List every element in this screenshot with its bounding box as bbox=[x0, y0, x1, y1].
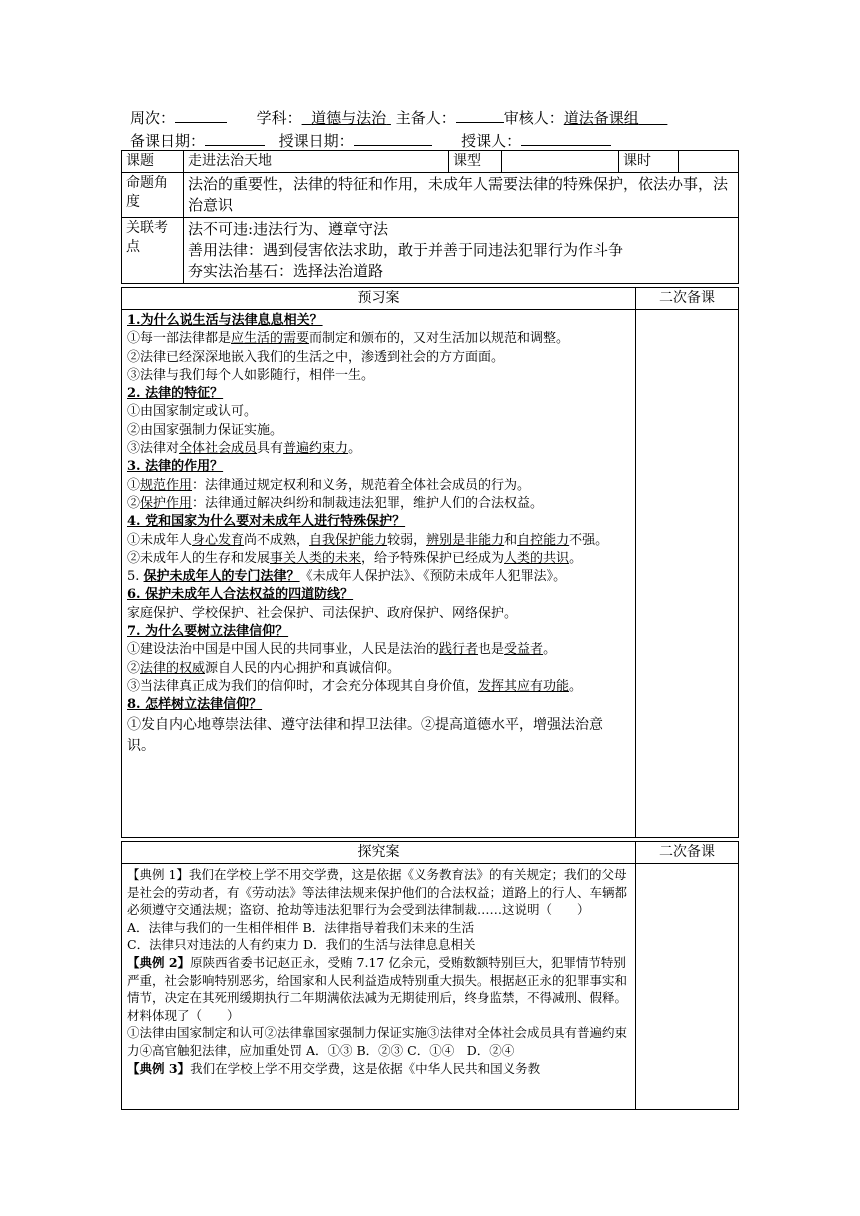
answer: ②未成年人的生存和发展事关人类的未来，给予特殊保护已经成为人类的共识。 bbox=[127, 550, 583, 566]
topic-label: 课题 bbox=[122, 151, 184, 173]
answer: ①发自内心地尊崇法律、遵守法律和捍卫法律。②提高道德水平，增强法治意识。 bbox=[127, 716, 603, 754]
question-4: 4. 党和国家为什么要对未成年人进行特殊保护？ bbox=[127, 514, 406, 530]
teach-date-blank bbox=[354, 131, 432, 146]
topic-value: 走进法治天地 bbox=[184, 151, 449, 173]
header-line-1 bbox=[130, 107, 667, 128]
explore-side-title: 二次备课 bbox=[636, 842, 739, 864]
answer: ③法律对全体社会成员具有普遍约束力。 bbox=[127, 441, 362, 457]
question-8: 8. 怎样树立法律信仰？ bbox=[127, 697, 263, 713]
points-cell bbox=[184, 218, 739, 284]
answer: ①由国家制定或认可。 bbox=[127, 404, 258, 420]
point-item: 夯实法治基石：选择法治道路 bbox=[188, 262, 384, 280]
prep-date-blank bbox=[205, 131, 265, 146]
answer: ①未成年人身心发育尚不成熟，自我保护能力较弱，辨别是非能力和自控能力不强。 bbox=[127, 532, 609, 548]
angle-text: 法治的重要性，法律的特征和作用，未成年人需要法律的特殊保护，依法办事，法治意识 bbox=[184, 173, 739, 218]
explore-side-notes bbox=[636, 864, 739, 1110]
prep-date-label: 备课日期： bbox=[130, 132, 206, 150]
answer: ②法律的权威源自人民的内心拥护和真诚信仰。 bbox=[127, 660, 401, 676]
answer: ①建设法治中国是中国人民的共同事业，人民是法治的践行者也是受益者。 bbox=[127, 642, 557, 658]
preview-side-title: 二次备课 bbox=[636, 288, 739, 310]
preview-table bbox=[121, 287, 739, 838]
answer: ③当法律真正成为我们的信仰时，才会充分体现其自身价值，发挥其应有功能。 bbox=[127, 678, 583, 694]
point-item: 法不可违:违法行为、遵章守法 bbox=[188, 220, 389, 238]
question-1: 1.为什么说生活与法律息息相关？ bbox=[127, 313, 323, 328]
question-6: 6. 保护未成年人合法权益的四道防线？ bbox=[127, 587, 354, 603]
angle-label: 命题角度 bbox=[122, 173, 184, 218]
preview-side-notes bbox=[636, 310, 739, 838]
explore-table bbox=[121, 841, 739, 1110]
teach-date-label: 授课日期： bbox=[278, 132, 354, 150]
answer: 家庭保护、学校保护、社会保护、司法保护、政府保护、网络保护。 bbox=[127, 605, 518, 621]
lead-label: 主备人： bbox=[395, 109, 456, 127]
points-label: 关联考点 bbox=[122, 218, 184, 284]
example-2-options: ①法律由国家制定和认可②法律靠国家强制力保证实施③法律对全体社会成员具有普遍约束力④高官触犯法律，应加重处罚 A．①③ B．②③ C．①④ D．②④ bbox=[127, 1025, 628, 1058]
point-item: 善用法律：遇到侵害依法求助，敢于并善于同违法犯罪行为作斗争 bbox=[188, 241, 624, 259]
explore-title: 探究案 bbox=[122, 842, 636, 864]
preview-title: 预习案 bbox=[122, 288, 636, 310]
subject-value: 道德与法治 bbox=[311, 109, 387, 127]
answer: ②保护作用：法律通过解决纠纷和制裁违法犯罪，维护人们的合法权益。 bbox=[127, 495, 544, 511]
type-label: 课型 bbox=[449, 151, 502, 173]
question-5: 5. 保护未成年人的专门法律？《未成年人保护法》、《预防未成年人犯罪法》。 bbox=[127, 569, 567, 585]
type-value bbox=[502, 151, 619, 173]
answer: ②法律已经深深地嵌入我们的生活之中，渗透到社会的方方面面。 bbox=[127, 349, 505, 365]
subject-label: 学科： bbox=[256, 109, 302, 127]
answer: ①每一部法律都是应生活的需要而制定和颁布的，又对生活加以规范和调整。 bbox=[127, 331, 570, 347]
reviewer-label: 审核人： bbox=[503, 109, 564, 127]
info-table bbox=[121, 150, 739, 284]
example-3: 【典例 3】我们在学校上学不用交学费，这是依据《中华人民共和国义务教 bbox=[127, 1060, 541, 1076]
week-label: 周次： bbox=[130, 109, 176, 127]
preview-content bbox=[122, 310, 636, 838]
answer: ①规范作用：法律通过规定权利和义务，规范着全体社会成员的行为。 bbox=[127, 477, 531, 493]
example-1-options: A．法律与我们的一生相伴相伴 B．法律指导着我们未来的生活 bbox=[127, 919, 475, 935]
hours-value bbox=[679, 151, 739, 173]
question-2: 2. 法律的特征？ bbox=[127, 386, 224, 402]
teacher-blank bbox=[521, 131, 611, 146]
example-1: 【典例 1】我们在学校上学不用交学费，这是依据《义务教育法》的有关规定；我们的父母是社会的劳动者，有《劳动法》等法律法规来保护他们的合法权益；道路上的行人、车辆都必须遵守交通法规；盗窃、抢劫等违法犯罪行为会受到法律制裁……这说明（ ） bbox=[127, 867, 628, 918]
hours-label: 课时 bbox=[619, 151, 679, 173]
question-7: 7. 为什么要树立法律信仰？ bbox=[127, 624, 289, 640]
header-line-2 bbox=[130, 130, 611, 151]
reviewer-value: 道法备课组 bbox=[563, 109, 639, 127]
answer: ③法律与我们每个人如影随行，相伴一生。 bbox=[127, 367, 375, 383]
answer: ②由国家强制力保证实施。 bbox=[127, 422, 284, 438]
lead-blank bbox=[456, 108, 504, 123]
question-3: 3. 法律的作用？ bbox=[127, 459, 224, 475]
week-blank bbox=[175, 108, 227, 123]
explore-content bbox=[122, 864, 636, 1110]
example-1-options: C．法律只对违法的人有约束力 D．我们的生活与法律息息相关 bbox=[127, 937, 476, 953]
example-2: 【典例 2】原陕西省委书记赵正永，受贿 7.17 亿余元，受贿数额特别巨大，犯罪情节特别严重，社会影响特别恶劣，给国家和人民利益造成特别重大损失。根据赵正永的犯罪事实和情节，决定在其死刑缓期执行二年期满依法减为无期徒刑后，终身监禁，不得减刑、假释。材料体现了（ ） bbox=[127, 954, 628, 1023]
teacher-label: 授课人： bbox=[461, 132, 522, 150]
